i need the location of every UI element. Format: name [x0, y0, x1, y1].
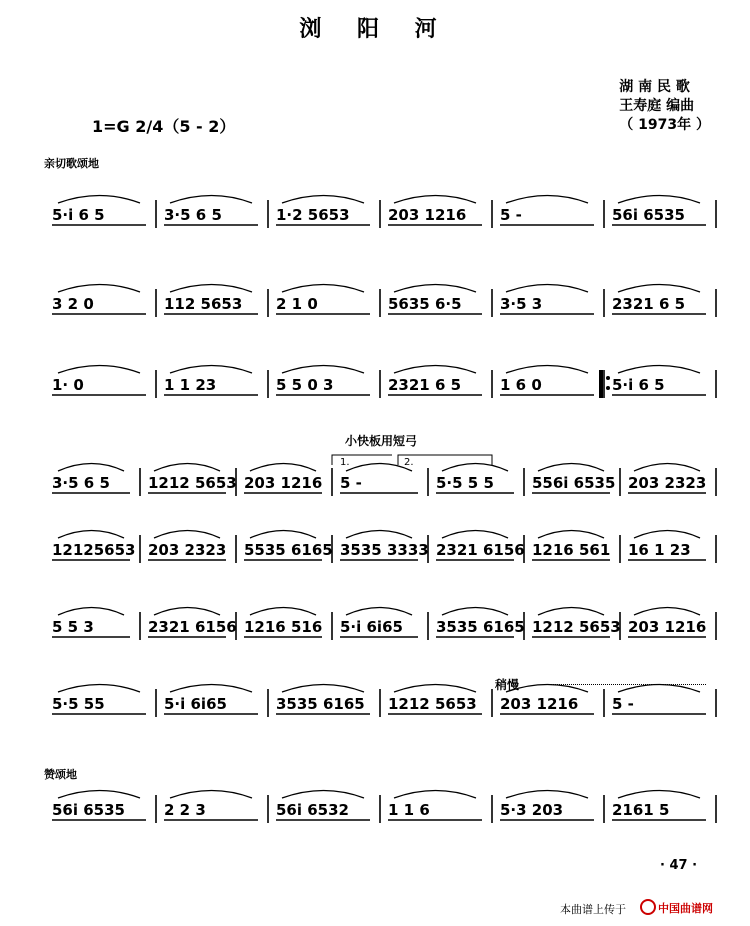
score-bar: 2321 6156 — [148, 618, 237, 636]
score-bar: 2161 5 — [612, 801, 670, 819]
score-bar: 3 2 0 — [52, 295, 94, 313]
volta-2-label: 2. — [404, 457, 414, 468]
score-bar: 556i 6535 — [532, 474, 616, 492]
slur — [394, 685, 476, 693]
attribution-arranger: 王寿庭 编曲 — [619, 98, 695, 114]
score-bar: 5 - — [500, 206, 522, 224]
slur — [618, 285, 700, 293]
slur — [250, 464, 316, 472]
score-bar: 203 2323 — [148, 541, 227, 559]
score-bar: 203 1216 — [628, 618, 707, 636]
repeat-dot — [606, 376, 610, 380]
slur — [346, 464, 412, 472]
slur — [58, 791, 140, 799]
section-label: 小快板用短弓 — [345, 434, 418, 448]
score-bar: 2 2 3 — [164, 801, 206, 819]
slur — [282, 285, 364, 293]
slur — [170, 791, 252, 799]
score-bar: 5635 6·5 — [388, 295, 462, 313]
slur — [538, 464, 604, 472]
slur — [154, 464, 220, 472]
score-bar: 1· 0 — [52, 376, 84, 394]
slur — [442, 608, 508, 616]
score-bar: 5 5 3 — [52, 618, 94, 636]
slur — [282, 366, 364, 374]
slur — [506, 196, 588, 204]
attribution-year: （ 1973年 ） — [619, 117, 710, 133]
slur — [58, 608, 124, 616]
slur — [442, 531, 508, 539]
score-bar: 5535 6165 — [244, 541, 333, 559]
score-bar: 1·2 5653 — [276, 206, 350, 224]
repeat-dot — [606, 386, 610, 390]
slur — [58, 196, 140, 204]
score-bar: 203 1216 — [244, 474, 323, 492]
score-bar: 2321 6156 — [436, 541, 525, 559]
slur — [618, 366, 700, 374]
score-bar: 2321 6 5 — [612, 295, 686, 313]
slur — [506, 285, 588, 293]
score-bar: 2 1 0 — [276, 295, 318, 313]
score-bar: 56i 6532 — [276, 801, 349, 819]
score-bar: 3535 6165 — [436, 618, 525, 636]
footer-site: 中国曲谱网 — [658, 902, 713, 915]
slur — [282, 196, 364, 204]
score-bar: 3·5 3 — [500, 295, 543, 313]
slur — [58, 366, 140, 374]
slur — [282, 791, 364, 799]
key-signature: 1=G 2/4（5 - 2） — [92, 117, 236, 136]
score-bar: 5·3 203 — [500, 801, 564, 819]
score-bar: 1 1 23 — [164, 376, 217, 394]
slur — [154, 531, 220, 539]
slur — [538, 608, 604, 616]
score-bar: 2321 6 5 — [388, 376, 462, 394]
score-bar: 5 5 0 3 — [276, 376, 334, 394]
score-bar: 1216 561 — [532, 541, 611, 559]
score-bar: 5 - — [340, 474, 362, 492]
slur — [58, 685, 140, 693]
score-bar: 5 - — [612, 695, 634, 713]
score-bar: 1 1 6 — [388, 801, 430, 819]
attribution-origin: 湖 南 民 歌 — [619, 79, 690, 95]
slur — [634, 464, 700, 472]
slur — [618, 791, 700, 799]
score-bar: 56i 6535 — [612, 206, 685, 224]
slur — [58, 285, 140, 293]
slur — [618, 196, 700, 204]
score-bar: 56i 6535 — [52, 801, 125, 819]
score-bar: 112 5653 — [164, 295, 243, 313]
page-title: 浏 阳 河 — [299, 17, 451, 42]
expression-slower: 稍慢 — [495, 678, 520, 692]
slur — [282, 685, 364, 693]
slur — [346, 531, 412, 539]
site-logo-icon — [640, 899, 656, 915]
footer-credit: 本曲谱上传于 — [560, 903, 626, 916]
slur — [506, 366, 588, 374]
score-bar: 1212 5653 — [532, 618, 621, 636]
score-bar: 203 1216 — [388, 206, 467, 224]
score-bar: 12125653 — [52, 541, 136, 559]
score-bar: 16 1 23 — [628, 541, 691, 559]
slur — [394, 196, 476, 204]
score-bar: 5·i 6 5 — [612, 376, 665, 394]
score-bar: 3535 3333 — [340, 541, 429, 559]
score-bar: 5·5 5 5 — [436, 474, 494, 492]
slur — [58, 531, 124, 539]
slur — [250, 608, 316, 616]
slur — [58, 464, 124, 472]
slur — [634, 608, 700, 616]
slur — [442, 464, 508, 472]
score-bar: 5·i 6 5 — [52, 206, 105, 224]
slur — [506, 685, 588, 693]
page-number: · 47 · — [660, 858, 698, 873]
slur — [394, 285, 476, 293]
score-bar: 5·i 6i65 — [164, 695, 227, 713]
slur — [346, 608, 412, 616]
expression-start: 亲切歌颂地 — [44, 157, 99, 170]
score-bar: 1212 5653 — [148, 474, 237, 492]
score-bar: 1 6 0 — [500, 376, 542, 394]
slur — [394, 791, 476, 799]
slur — [170, 685, 252, 693]
score-bar: 5·5 55 — [52, 695, 105, 713]
score-bar: 203 1216 — [500, 695, 579, 713]
slur — [538, 531, 604, 539]
slur — [506, 791, 588, 799]
score-bar: 1212 5653 — [388, 695, 477, 713]
volta-1-label: 1. — [340, 457, 350, 468]
slur — [618, 685, 700, 693]
score-bar: 1216 516 — [244, 618, 323, 636]
score-bar: 3·5 6 5 — [52, 474, 110, 492]
slur — [170, 196, 252, 204]
slur — [170, 285, 252, 293]
slur — [250, 531, 316, 539]
expression-end: 赞颂地 — [44, 768, 77, 781]
slur — [634, 531, 700, 539]
score-bar: 203 2323 — [628, 474, 707, 492]
slur — [394, 366, 476, 374]
score-bar: 5·i 6i65 — [340, 618, 403, 636]
score-bar: 3·5 6 5 — [164, 206, 222, 224]
score-bar: 3535 6165 — [276, 695, 365, 713]
slur — [170, 366, 252, 374]
slur — [154, 608, 220, 616]
